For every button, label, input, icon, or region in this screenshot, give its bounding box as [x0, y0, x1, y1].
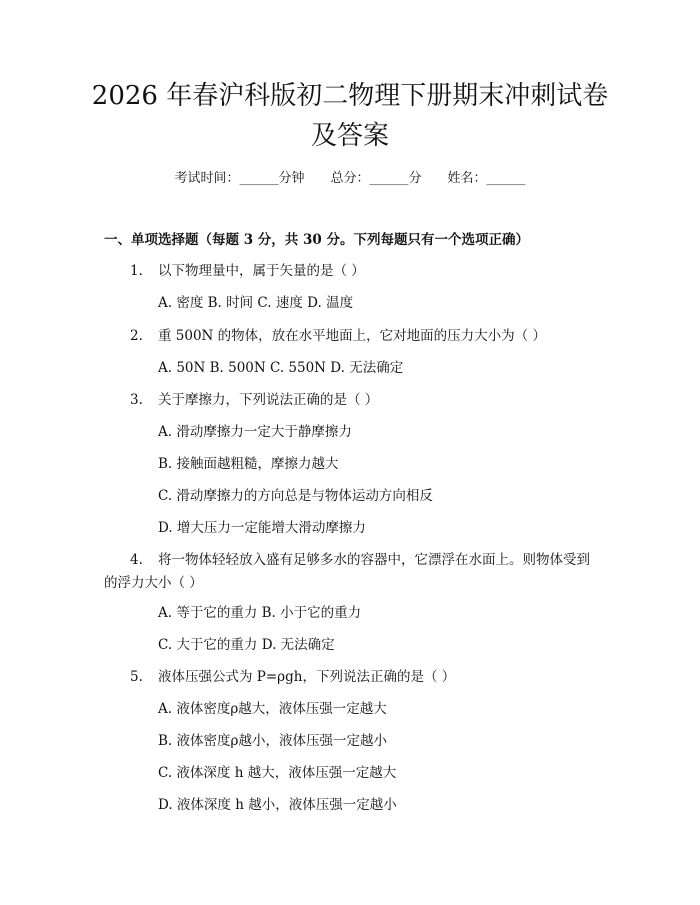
question-option: D. 液体深度 h 越小，液体压强一定越小: [158, 797, 397, 813]
question-number: 2.: [130, 328, 143, 344]
question-number: 1.: [130, 263, 143, 279]
question-option: A. 等于它的重力 B. 小于它的重力: [158, 605, 362, 621]
exam-time-field: 考试时间：______分钟: [174, 171, 305, 186]
question-stem: 重 500N 的物体，放在水平地面上，它对地面的压力大小为（ ）: [158, 328, 546, 344]
name-field: 姓名：______: [447, 171, 526, 186]
question-stem: 液体压强公式为 P=ρgh，下列说法正确的是（ ）: [158, 669, 456, 685]
question-option: B. 液体密度ρ越小，液体压强一定越小: [158, 733, 387, 749]
question-option: C. 液体深度 h 越大，液体压强一定越大: [158, 765, 397, 781]
question-option: C. 滑动摩擦力的方向总是与物体运动方向相反: [158, 488, 433, 504]
total-score-field: 总分：______分: [330, 171, 422, 186]
question-stem: 以下物理量中，属于矢量的是（ ）: [158, 263, 365, 279]
question-option: A. 滑动摩擦力一定大于静摩擦力: [158, 424, 352, 440]
exam-meta: [0, 170, 700, 188]
page-title-line2: 及答案: [310, 121, 389, 151]
question-stem: 关于摩擦力，下列说法正确的是（ ）: [158, 392, 379, 408]
question-option: A. 密度 B. 时间 C. 速度 D. 温度: [158, 295, 354, 311]
question-stem-continued: 的浮力大小（ ）: [104, 575, 203, 591]
question-option: C. 大于它的重力 D. 无法确定: [158, 637, 335, 653]
question-stem: 将一物体轻轻放入盛有足够多水的容器中，它漂浮在水面上。则物体受到: [158, 552, 590, 568]
page-title-line1: 2026 年春沪科版初二物理下册期末冲刺试卷: [91, 81, 609, 111]
section-title-single-choice: 一、单项选择题（每题 3 分，共 30 分。下列每题只有一个选项正确）: [104, 232, 529, 248]
question-number: 5.: [130, 669, 143, 685]
question-number: 4.: [130, 552, 143, 568]
question-option: A. 50N B. 500N C. 550N D. 无法确定: [158, 360, 404, 376]
question-number: 3.: [130, 392, 143, 408]
question-option: A. 液体密度ρ越大，液体压强一定越大: [158, 701, 387, 717]
question-option: B. 接触面越粗糙，摩擦力越大: [158, 456, 339, 472]
question-option: D. 增大压力一定能增大滑动摩擦力: [158, 520, 366, 536]
